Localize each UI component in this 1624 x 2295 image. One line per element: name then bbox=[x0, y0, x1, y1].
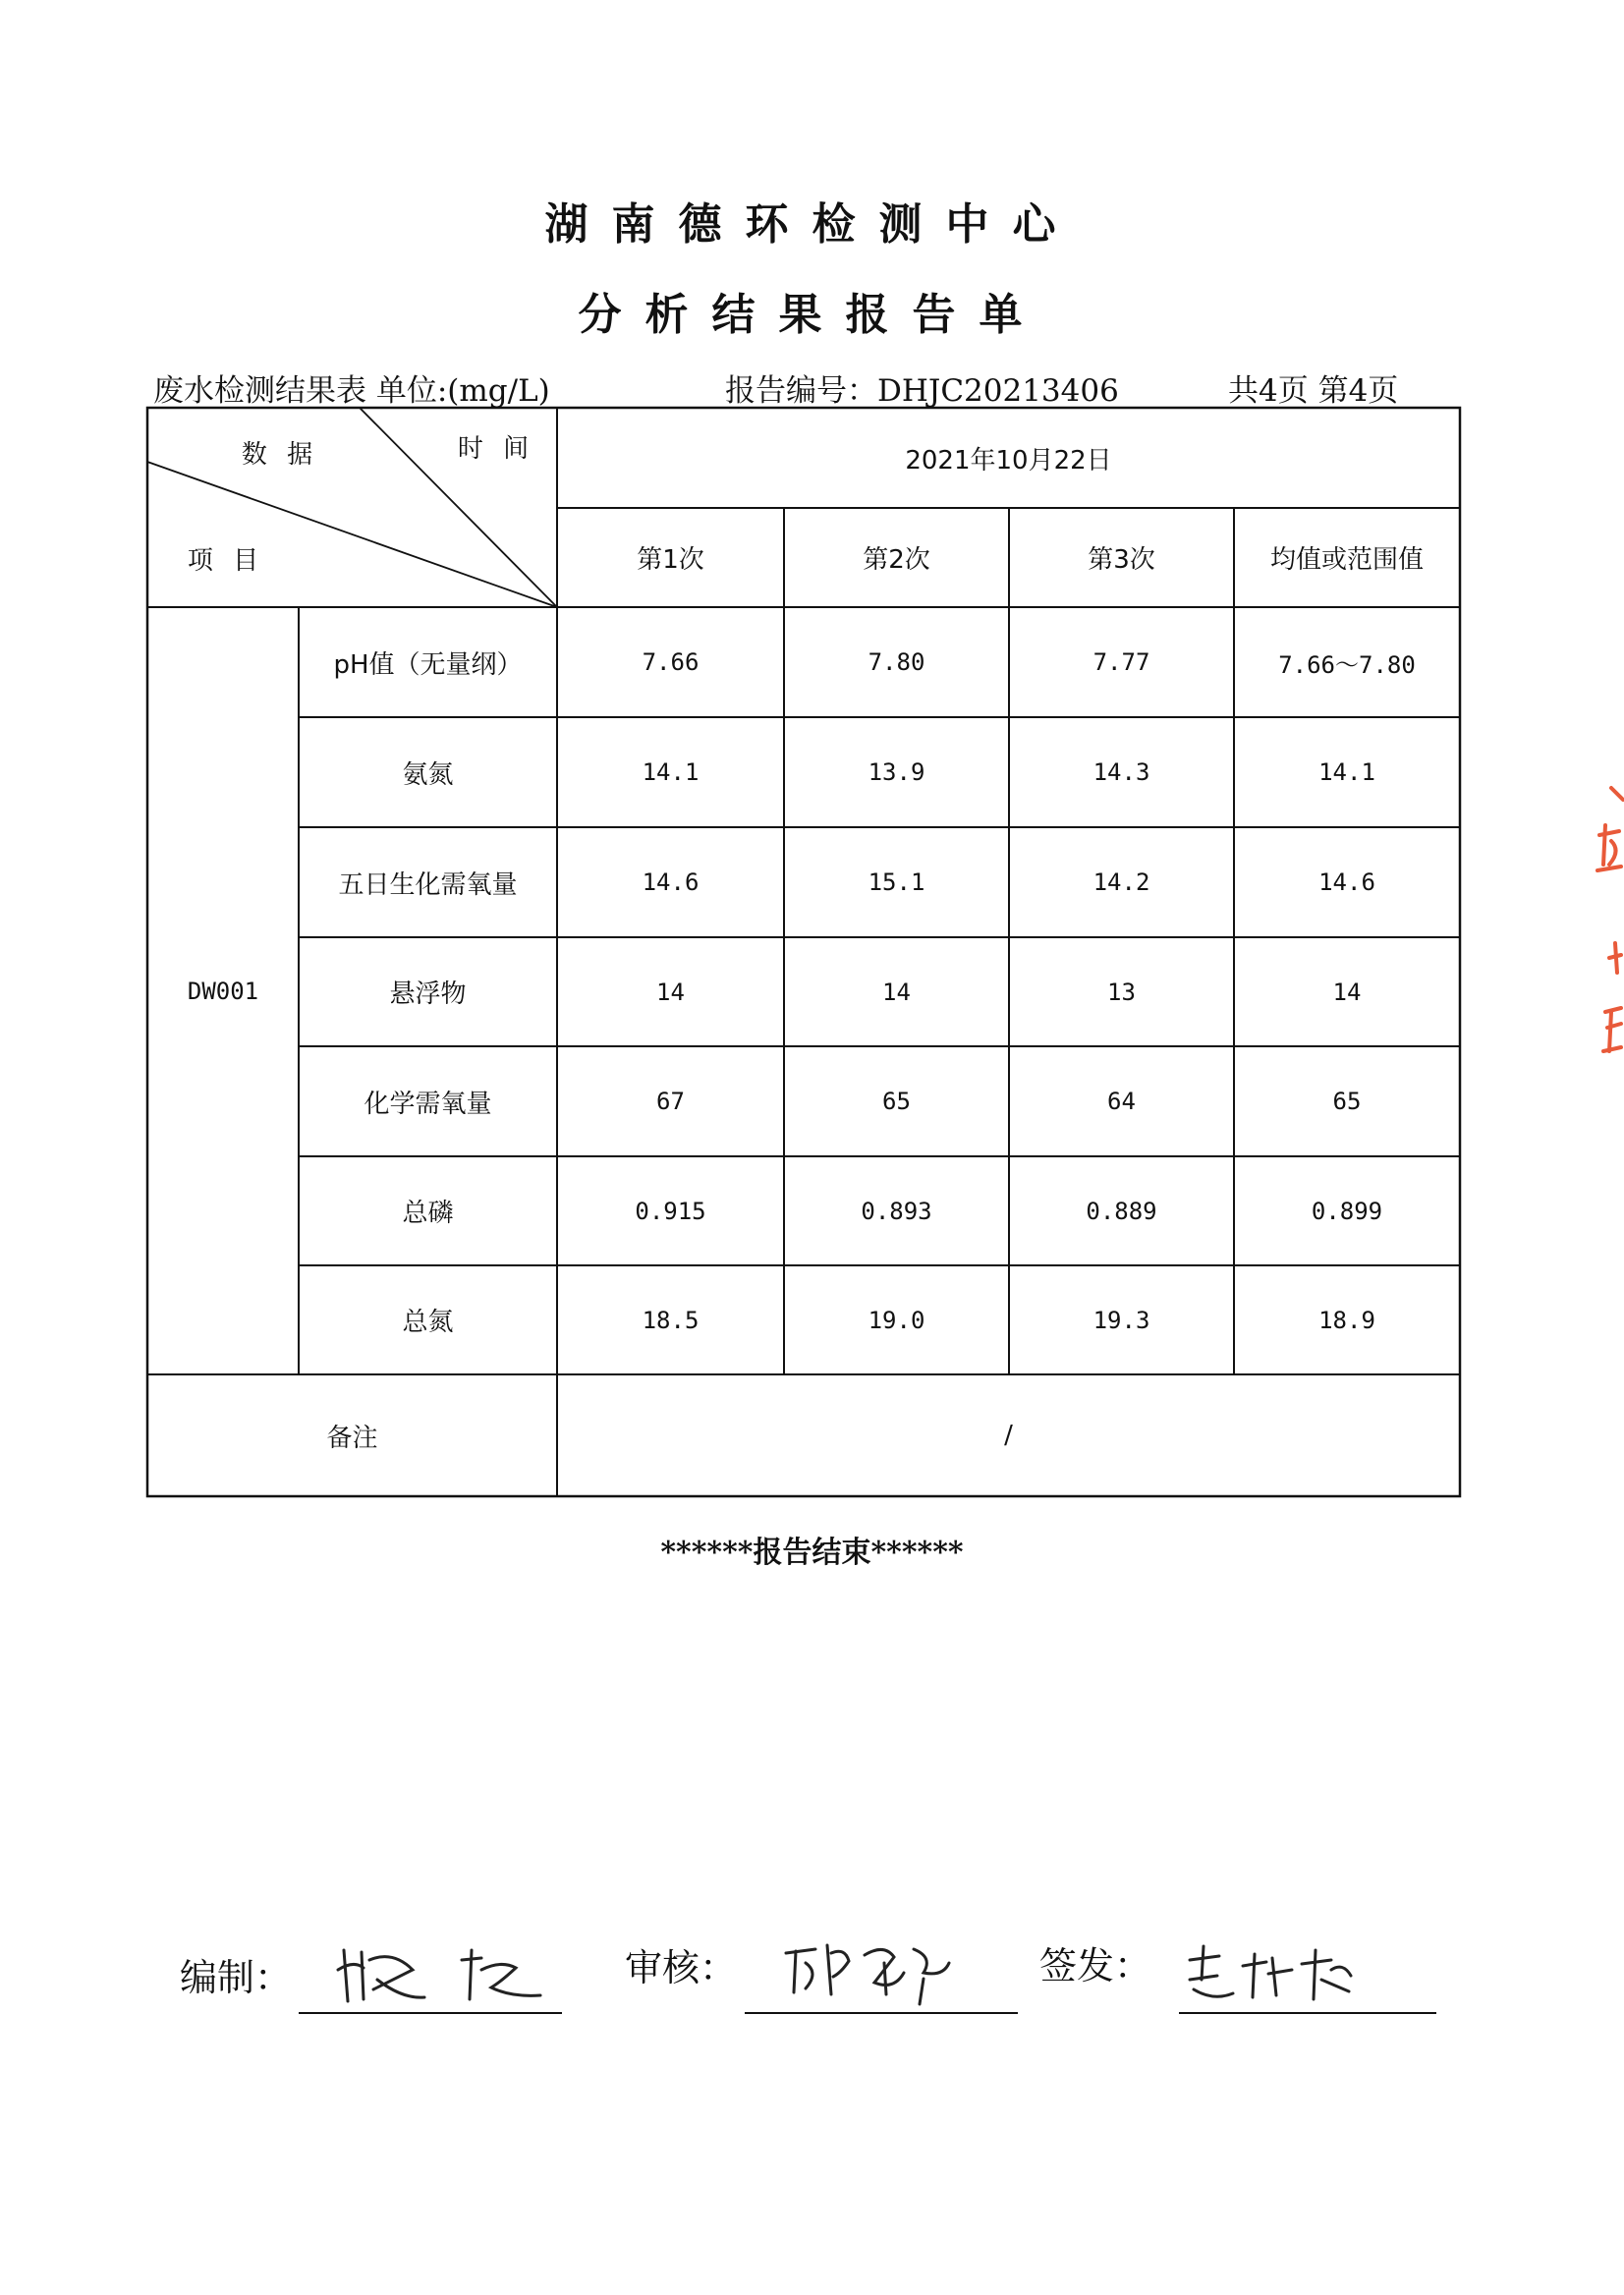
table-cell: 65 bbox=[1332, 1088, 1362, 1115]
table-cell: 14.1 bbox=[1318, 758, 1375, 786]
compiled-signature bbox=[334, 1940, 560, 2019]
table-cell: 14.2 bbox=[1092, 868, 1150, 896]
sampling-date: 2021年10月22日 bbox=[905, 445, 1112, 476]
issue-signature bbox=[1184, 1940, 1361, 2009]
row-item-name: 五日生化需氧量 bbox=[338, 869, 518, 900]
compiled-label: 编制： bbox=[180, 1956, 293, 1999]
corner-item-label: 项 目 bbox=[187, 545, 265, 576]
corner-time-label: 时 间 bbox=[457, 433, 535, 464]
table-cell: 14.3 bbox=[1092, 758, 1150, 786]
remark-value: / bbox=[1004, 1421, 1013, 1450]
org-title: 湖南德环检测中心 bbox=[544, 199, 1080, 250]
corner-data-label: 数 据 bbox=[241, 439, 319, 470]
table-cell: 7.77 bbox=[1092, 648, 1150, 676]
column-header: 第2次 bbox=[863, 545, 930, 575]
site-code: DW001 bbox=[187, 977, 259, 1005]
row-item-name: 总磷 bbox=[402, 1199, 454, 1228]
report-end-text: ******报告结束****** bbox=[660, 1536, 964, 1570]
column-header: 第3次 bbox=[1088, 545, 1155, 575]
table-cell: 14 bbox=[1332, 978, 1362, 1006]
report-number: 报告编号：DHJC20213406 bbox=[725, 373, 1119, 409]
row-item-name: pH值（无量纲） bbox=[333, 649, 523, 680]
table-cell: 19.3 bbox=[1092, 1306, 1150, 1334]
row-item-name: 悬浮物 bbox=[389, 980, 467, 1009]
column-header: 均值或范围值 bbox=[1269, 545, 1424, 575]
table-cell: 14.1 bbox=[642, 758, 700, 786]
review-signature bbox=[776, 1933, 973, 2012]
row-item-name: 化学需氧量 bbox=[364, 1089, 492, 1119]
table-cell: 0.915 bbox=[635, 1197, 706, 1225]
table-cell: 7.80 bbox=[868, 648, 925, 676]
table-cell: 64 bbox=[1107, 1088, 1136, 1115]
table-cell: 13.9 bbox=[868, 758, 925, 786]
table-cell: 7.66～7.80 bbox=[1278, 650, 1416, 679]
column-header: 第1次 bbox=[637, 545, 704, 575]
table-cell: 14.6 bbox=[642, 868, 700, 896]
report-title: 分析结果报告单 bbox=[578, 290, 1046, 340]
table-cell: 18.5 bbox=[642, 1306, 700, 1334]
table-cell: 13 bbox=[1107, 978, 1136, 1006]
table-cell: 19.0 bbox=[868, 1306, 925, 1334]
review-label: 审核： bbox=[625, 1946, 738, 1989]
page-info: 共4页 第4页 bbox=[1228, 373, 1399, 409]
table-cell: 14 bbox=[656, 978, 685, 1006]
row-item-name: 氨氮 bbox=[402, 759, 454, 790]
issue-label: 签发： bbox=[1039, 1944, 1152, 1987]
table-cell: 14.6 bbox=[1318, 868, 1375, 896]
table-cell: 18.9 bbox=[1318, 1306, 1375, 1334]
table-cell: 0.889 bbox=[1086, 1197, 1157, 1225]
table-cell: 14 bbox=[882, 978, 911, 1006]
table-cell: 67 bbox=[656, 1088, 685, 1115]
review-signature-line bbox=[745, 2012, 1018, 2014]
seal-stamp-fragment bbox=[1592, 776, 1624, 1071]
table-caption: 废水检测结果表 单位:(mg/L) bbox=[153, 373, 550, 409]
remark-label: 备注 bbox=[326, 1423, 378, 1453]
table-cell: 65 bbox=[882, 1088, 911, 1115]
table-cell: 15.1 bbox=[868, 868, 925, 896]
table-cell: 0.899 bbox=[1311, 1197, 1383, 1225]
table-cell: 7.66 bbox=[642, 648, 700, 676]
table-cell: 0.893 bbox=[861, 1197, 932, 1225]
row-item-name: 总氮 bbox=[402, 1308, 454, 1337]
issue-signature-line bbox=[1179, 2012, 1436, 2014]
